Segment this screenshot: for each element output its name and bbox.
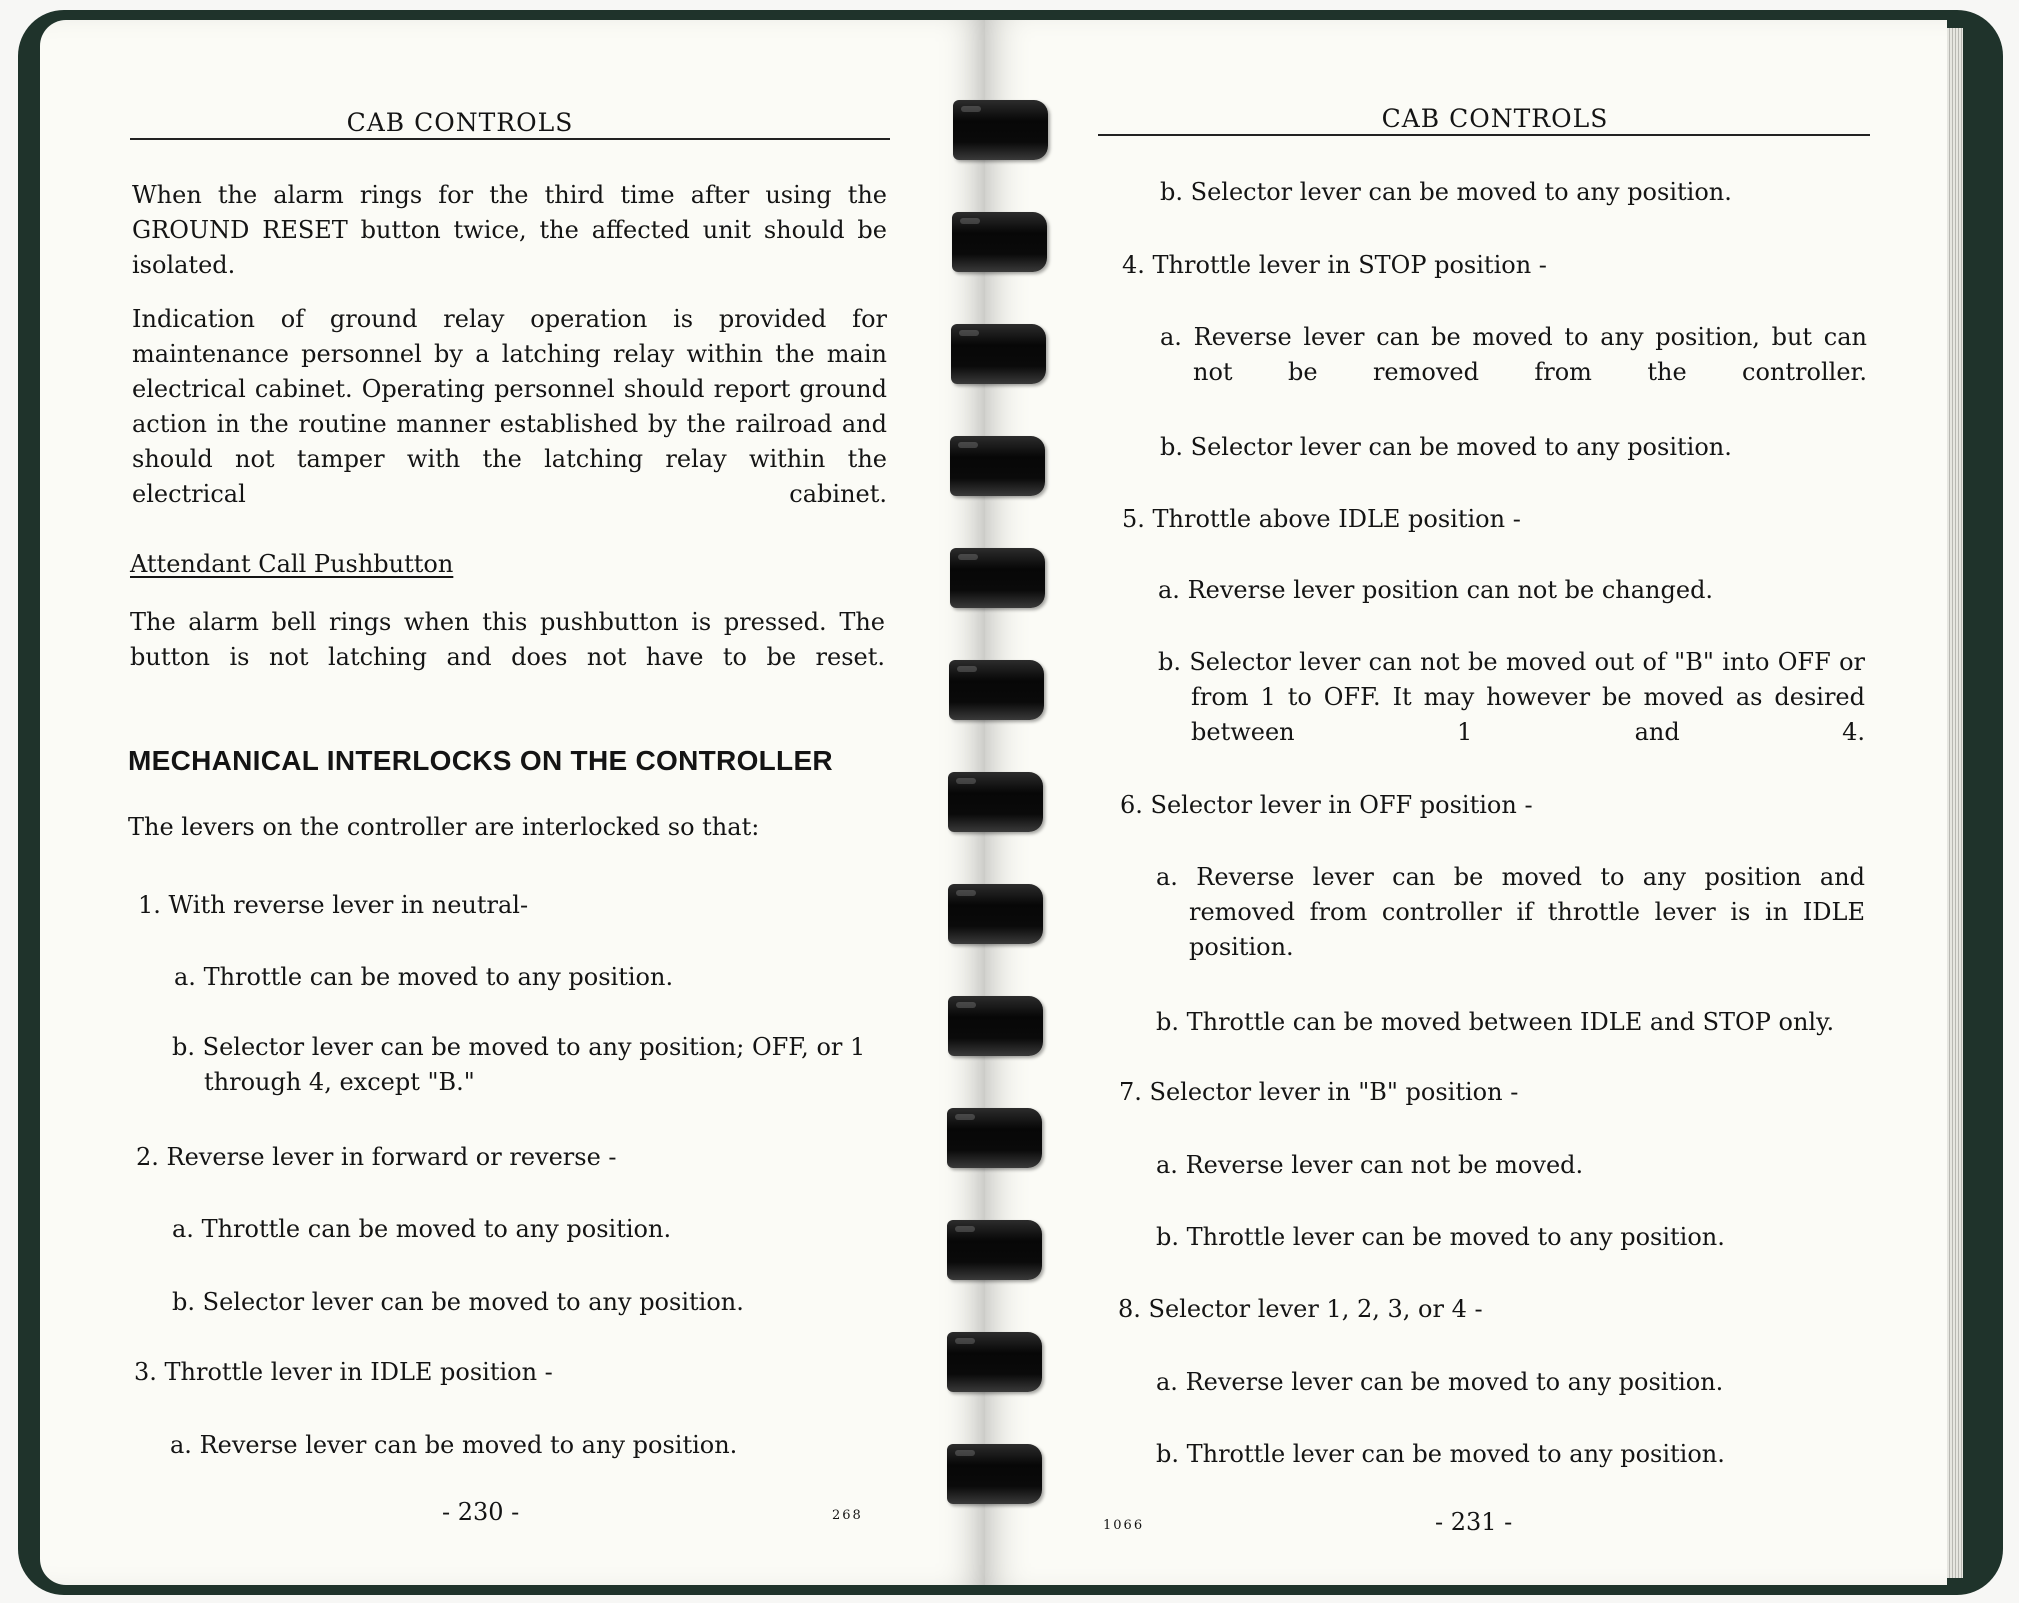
binding-coil xyxy=(949,660,1044,720)
subheading: Attendant Call Pushbutton xyxy=(130,550,454,578)
page-edges xyxy=(1947,28,1963,1578)
list-item: 6. Selector lever in OFF position - xyxy=(1120,791,1533,819)
list-item: a. Reverse lever can not be moved. xyxy=(1156,1151,1584,1179)
list-item: a. Reverse lever can be moved to any position. xyxy=(1156,1368,1724,1396)
list-item: 1. With reverse lever in neutral- xyxy=(138,891,529,919)
list-item: b. Throttle lever can be moved to any position. xyxy=(1156,1440,1725,1468)
list-item: a. Reverse lever can be moved to any position, but can not be removed from the controller. xyxy=(1160,323,1867,386)
binding-coil xyxy=(953,100,1048,160)
print-code: 1066 xyxy=(1103,1518,1145,1533)
list-item: b. Selector lever can be moved to any position. xyxy=(1160,433,1732,461)
right-page xyxy=(985,20,1947,1585)
list-item: 2. Reverse lever in forward or reverse - xyxy=(136,1143,617,1171)
list-item: b. Selector lever can be moved to any position. xyxy=(1160,178,1732,206)
paragraph: Indication of ground relay operation is provided for maintenance personnel by a latching relay within the main electrical cabinet. Operating personnel should report ground action in the routine manner established by the railroad and should not tamper with the latching relay within the electrical cabinet. xyxy=(132,305,887,508)
binding-coil xyxy=(948,772,1043,832)
list-item: a. Reverse lever can be moved to any position and removed from controller if throttle lever is in IDLE position. xyxy=(1156,863,1865,961)
paragraph: The alarm bell rings when this pushbutton is pressed. The button is not latching and does not have to be reset. xyxy=(130,608,885,671)
intro-line: The levers on the controller are interlocked so that: xyxy=(128,813,760,841)
paragraph: When the alarm rings for the third time after using the GROUND RESET button twice, the affected unit should be isolated. xyxy=(132,181,887,279)
list-item: b. Selector lever can be moved to any position. xyxy=(172,1288,744,1316)
binding-coil xyxy=(951,324,1046,384)
list-item: 8. Selector lever 1, 2, 3, or 4 - xyxy=(1118,1295,1483,1323)
list-item: 3. Throttle lever in IDLE position - xyxy=(134,1358,553,1386)
binding-coil xyxy=(952,212,1047,272)
list-item: a. Throttle can be moved to any position. xyxy=(174,963,674,991)
section-heading: MECHANICAL INTERLOCKS ON THE CONTROLLER xyxy=(128,745,833,776)
list-item: 7. Selector lever in "B" position - xyxy=(1119,1078,1519,1106)
list-item: a. Throttle can be moved to any position. xyxy=(172,1215,672,1243)
spiral-binding xyxy=(945,90,1045,1520)
running-head: CAB CONTROLS xyxy=(1381,104,1609,133)
page-number: - 230 - xyxy=(442,1498,520,1526)
list-item: a. Reverse lever can be moved to any position. xyxy=(170,1431,738,1459)
binding-coil xyxy=(950,436,1045,496)
binding-coil xyxy=(947,1332,1042,1392)
left-page xyxy=(40,20,985,1585)
print-code: 268 xyxy=(832,1508,863,1523)
binding-coil xyxy=(950,548,1045,608)
page-number: - 231 - xyxy=(1435,1508,1513,1536)
head-rule xyxy=(130,138,890,140)
head-rule xyxy=(1098,134,1870,136)
binding-coil xyxy=(947,1444,1042,1504)
list-item: b. Throttle lever can be moved to any position. xyxy=(1156,1223,1725,1251)
list-item: 4. Throttle lever in STOP position - xyxy=(1122,251,1547,279)
list-item: 5. Throttle above IDLE position - xyxy=(1122,505,1521,533)
running-head: CAB CONTROLS xyxy=(346,108,574,137)
binding-coil xyxy=(947,1108,1042,1168)
list-item: a. Reverse lever position can not be changed. xyxy=(1158,576,1714,604)
binding-coil xyxy=(948,884,1043,944)
list-item: b. Selector lever can be moved to any position; OFF, or 1 through 4, except "B." xyxy=(172,1033,866,1096)
list-item: b. Throttle can be moved between IDLE and STOP only. xyxy=(1156,1008,1835,1036)
list-item: b. Selector lever can not be moved out of "B" into OFF or from 1 to OFF. It may however be moved as desired between 1 and 4. xyxy=(1158,648,1865,746)
binding-coil xyxy=(948,996,1043,1056)
binding-coil xyxy=(947,1220,1042,1280)
